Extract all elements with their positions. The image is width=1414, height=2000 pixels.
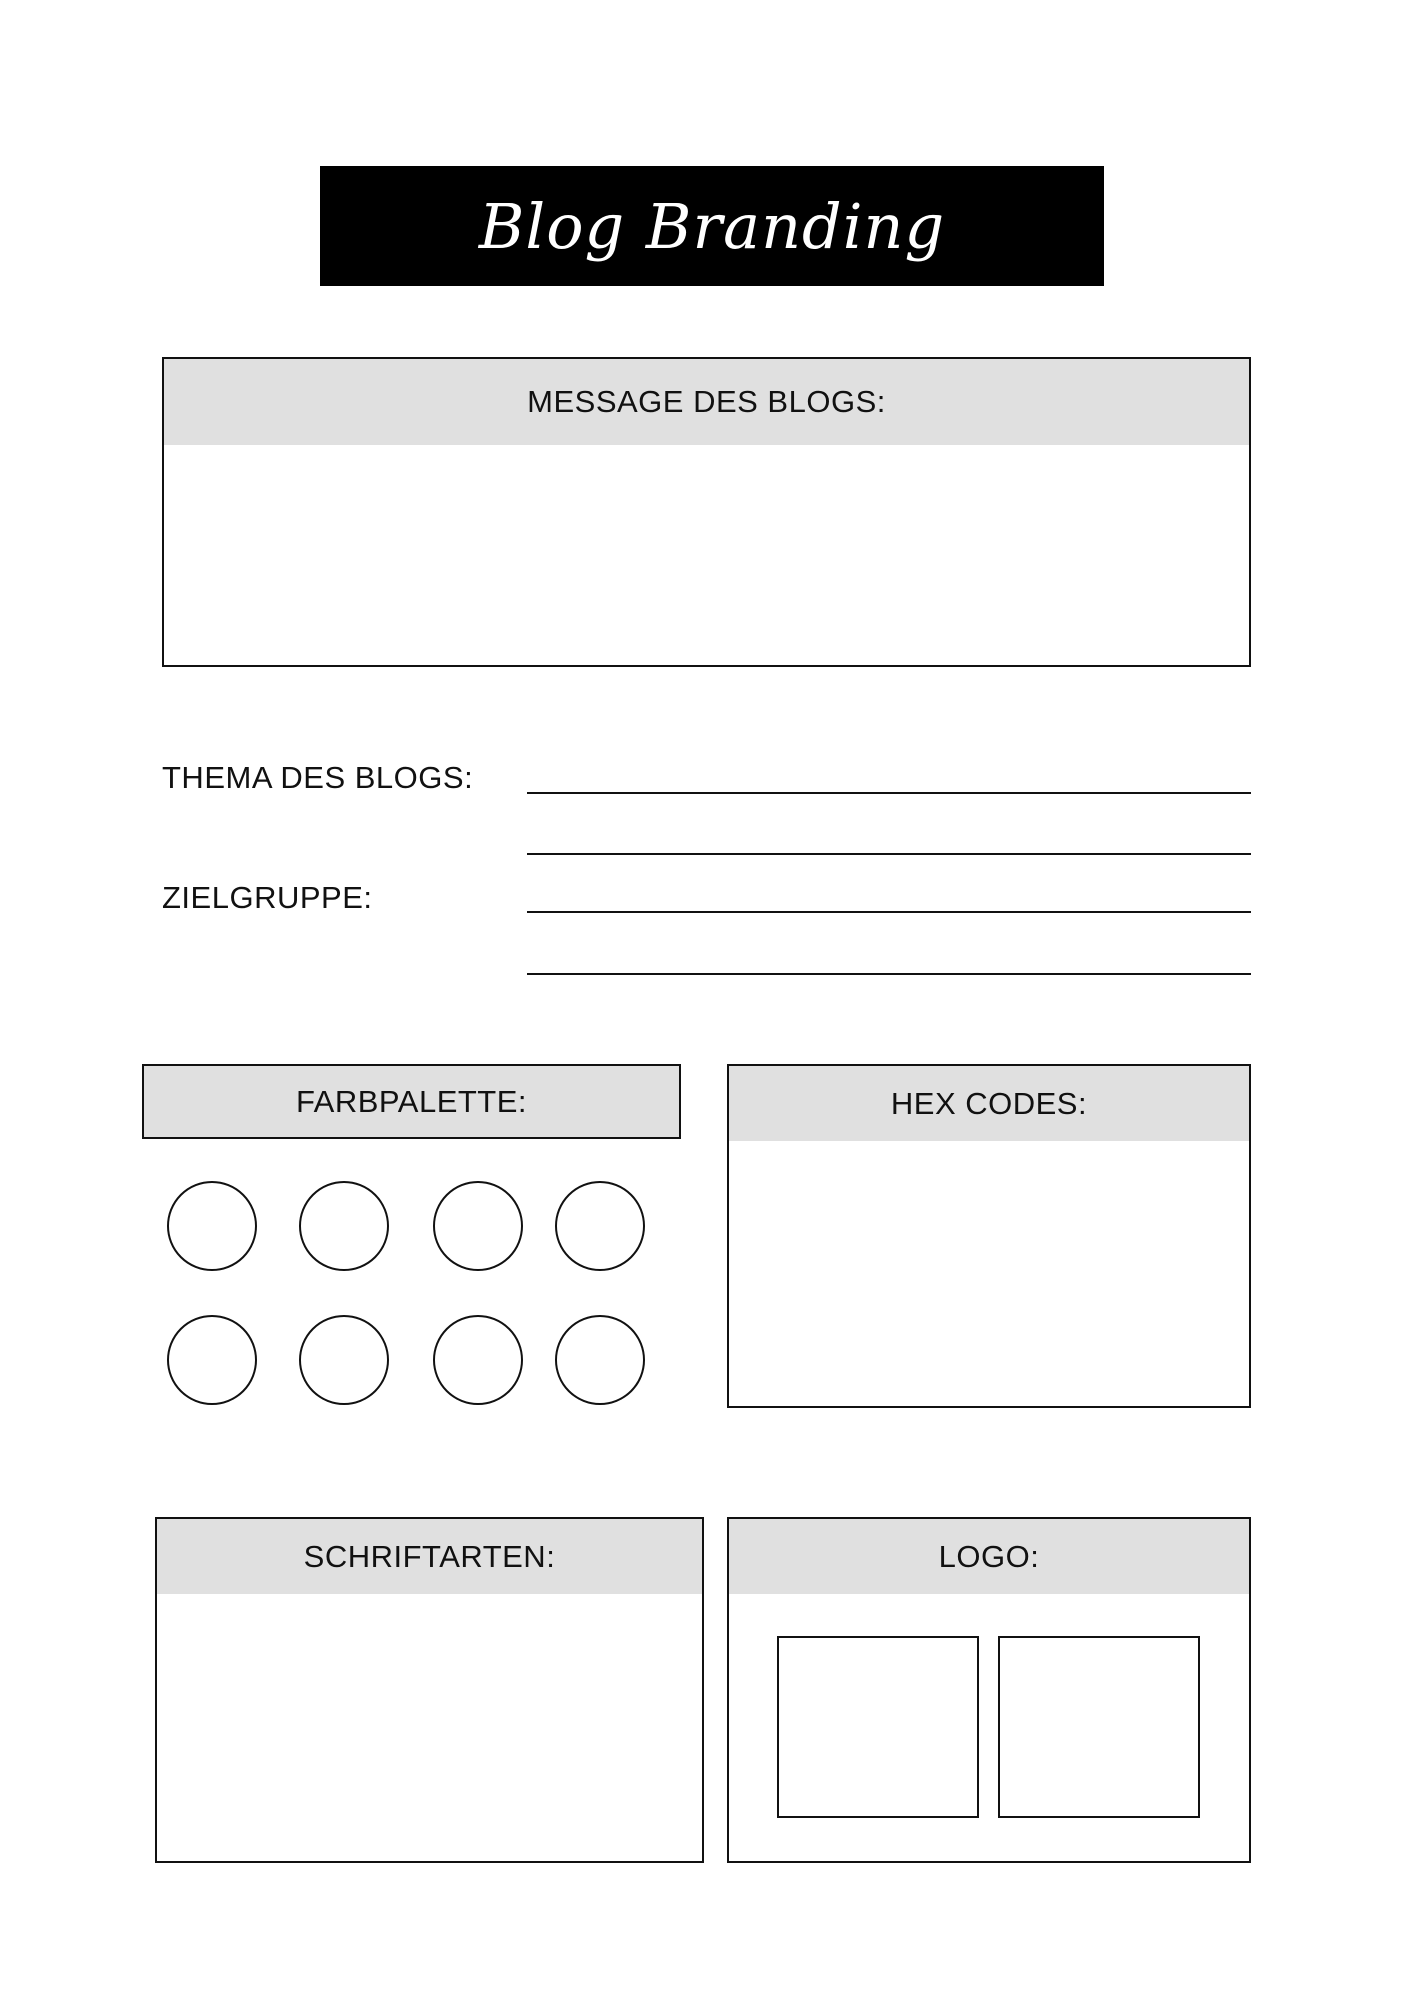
message-box[interactable] (162, 357, 1251, 667)
message-label: MESSAGE DES BLOGS: (527, 384, 886, 419)
schriftarten-header (157, 1519, 702, 1594)
logo-header (729, 1519, 1249, 1594)
hex-codes-box[interactable] (727, 1064, 1251, 1408)
color-swatch-6[interactable] (299, 1315, 389, 1405)
zielgruppe-line-1[interactable] (527, 911, 1251, 913)
logo-slot-2[interactable] (998, 1636, 1200, 1818)
color-swatch-7[interactable] (433, 1315, 523, 1405)
color-swatch-8[interactable] (555, 1315, 645, 1405)
thema-label: THEMA DES BLOGS: (162, 760, 474, 795)
hex-codes-header (729, 1066, 1249, 1141)
logo-slot-1[interactable] (777, 1636, 979, 1818)
color-swatch-3[interactable] (433, 1181, 523, 1271)
title-banner (320, 166, 1104, 286)
hex-codes-label: HEX CODES: (890, 1085, 1088, 1121)
thema-line-2[interactable] (527, 853, 1251, 855)
page-title: Blog Branding (478, 189, 946, 263)
zielgruppe-line-2[interactable] (527, 973, 1251, 975)
color-swatch-5[interactable] (167, 1315, 257, 1405)
color-swatch-2[interactable] (299, 1181, 389, 1271)
thema-line-1[interactable] (527, 792, 1251, 794)
message-header (164, 359, 1249, 445)
color-swatch-4[interactable] (555, 1181, 645, 1271)
farbpalette-box (142, 1064, 681, 1139)
schriftarten-label: SCHRIFTARTEN: (303, 1538, 556, 1574)
zielgruppe-label: ZIELGRUPPE: (162, 880, 373, 915)
farbpalette-label: FARBPALETTE: (295, 1083, 528, 1119)
color-swatch-1[interactable] (167, 1181, 257, 1271)
logo-label: LOGO: (938, 1538, 1040, 1574)
schriftarten-box[interactable] (155, 1517, 704, 1863)
